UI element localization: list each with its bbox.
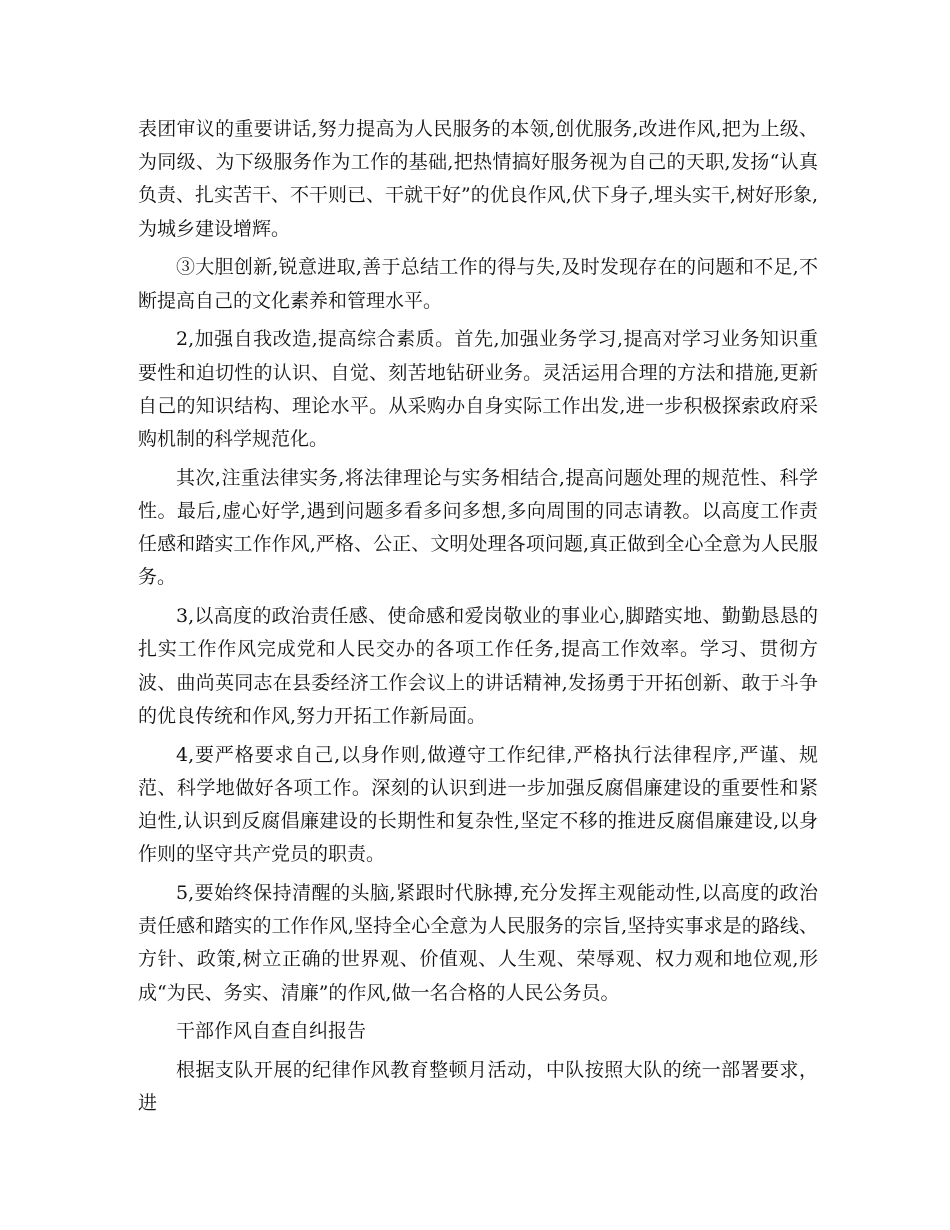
document-body <box>138 113 818 1126</box>
paragraph: 5,要始终保持清醒的头脑,紧跟时代脉搏,充分发挥主观能动性,以高度的政治责任感和踏实的工作作风,坚持全心全意为人民服务的宗旨,坚持实事求是的路线、方针、政策,树立正确的世界观、价值观、人生观、荣辱观、权力观和地位观,形成“为民、务实、清廉”的作风,做一名合格的人民公务员。 <box>138 882 818 1004</box>
paragraph: 4,要严格要求自己,以身作则,做遵守工作纪律,严格执行法律程序,严谨、规范、科学地做好各项工作。深刻的认识到进一步加强反腐倡廉建设的重要性和紧迫性,认识到反腐倡廉建设的长期性和复杂性,坚定不移的推进反腐倡廉建设,以身作则的坚守共产党员的职责。 <box>138 743 818 866</box>
paragraph: 其次,注重法律实务,将法律理论与实务相结合,提高问题处理的规范性、科学性。最后,虚心好学,遇到问题多看多问多想,多向周围的同志请教。以高度工作责任感和踏实工作作风,严格、公正、文明处理各项问题,真正做到全心全意为人民服务。 <box>138 466 818 589</box>
paragraph: 2,加强自我改造,提高综合素质。首先,加强业务学习,提高对学习业务知识重要性和迫切性的认识、自觉、刻苦地钻研业务。灵活运用合理的方法和措施,更新自己的知识结构、理论水平。从采购办自身实际工作出发,进一步积极探索政府采购机制的科学规范化。 <box>138 328 818 451</box>
paragraph: 3,以高度的政治责任感、使命感和爱岗敬业的事业心,脚踏实地、勤勤恳恳的扎实工作作风完成党和人民交办的各项工作任务,提高工作效率。学习、贯彻方波、曲尚英同志在县委经济工作会议上的讲话精神,发扬勇于开拓创新、敢于斗争的优良传统和作风,努力开拓工作新局面。 <box>138 605 818 727</box>
paragraph: ③大胆创新,锐意进取,善于总结工作的得与失,及时发现存在的问题和不足,不断提高自己的文化素养和管理水平。 <box>138 256 818 312</box>
paragraph: 根据支队开展的纪律作风教育整顿月活动，中队按照大队的统一部署要求，进 <box>138 1059 818 1115</box>
paragraph: 表团审议的重要讲话,努力提高为人民服务的本领,创优服务,改进作风,把为上级、为同级、为下级服务作为工作的基础,把热情搞好服务视为自己的天职,发扬“认真负责、扎实苦干、不干则已、干就干好”的优良作风,伏下身子,埋头实干,树好形象,为城乡建设增辉。 <box>138 118 818 240</box>
section-heading: 干部作风自查自纠报告 <box>176 1020 367 1043</box>
